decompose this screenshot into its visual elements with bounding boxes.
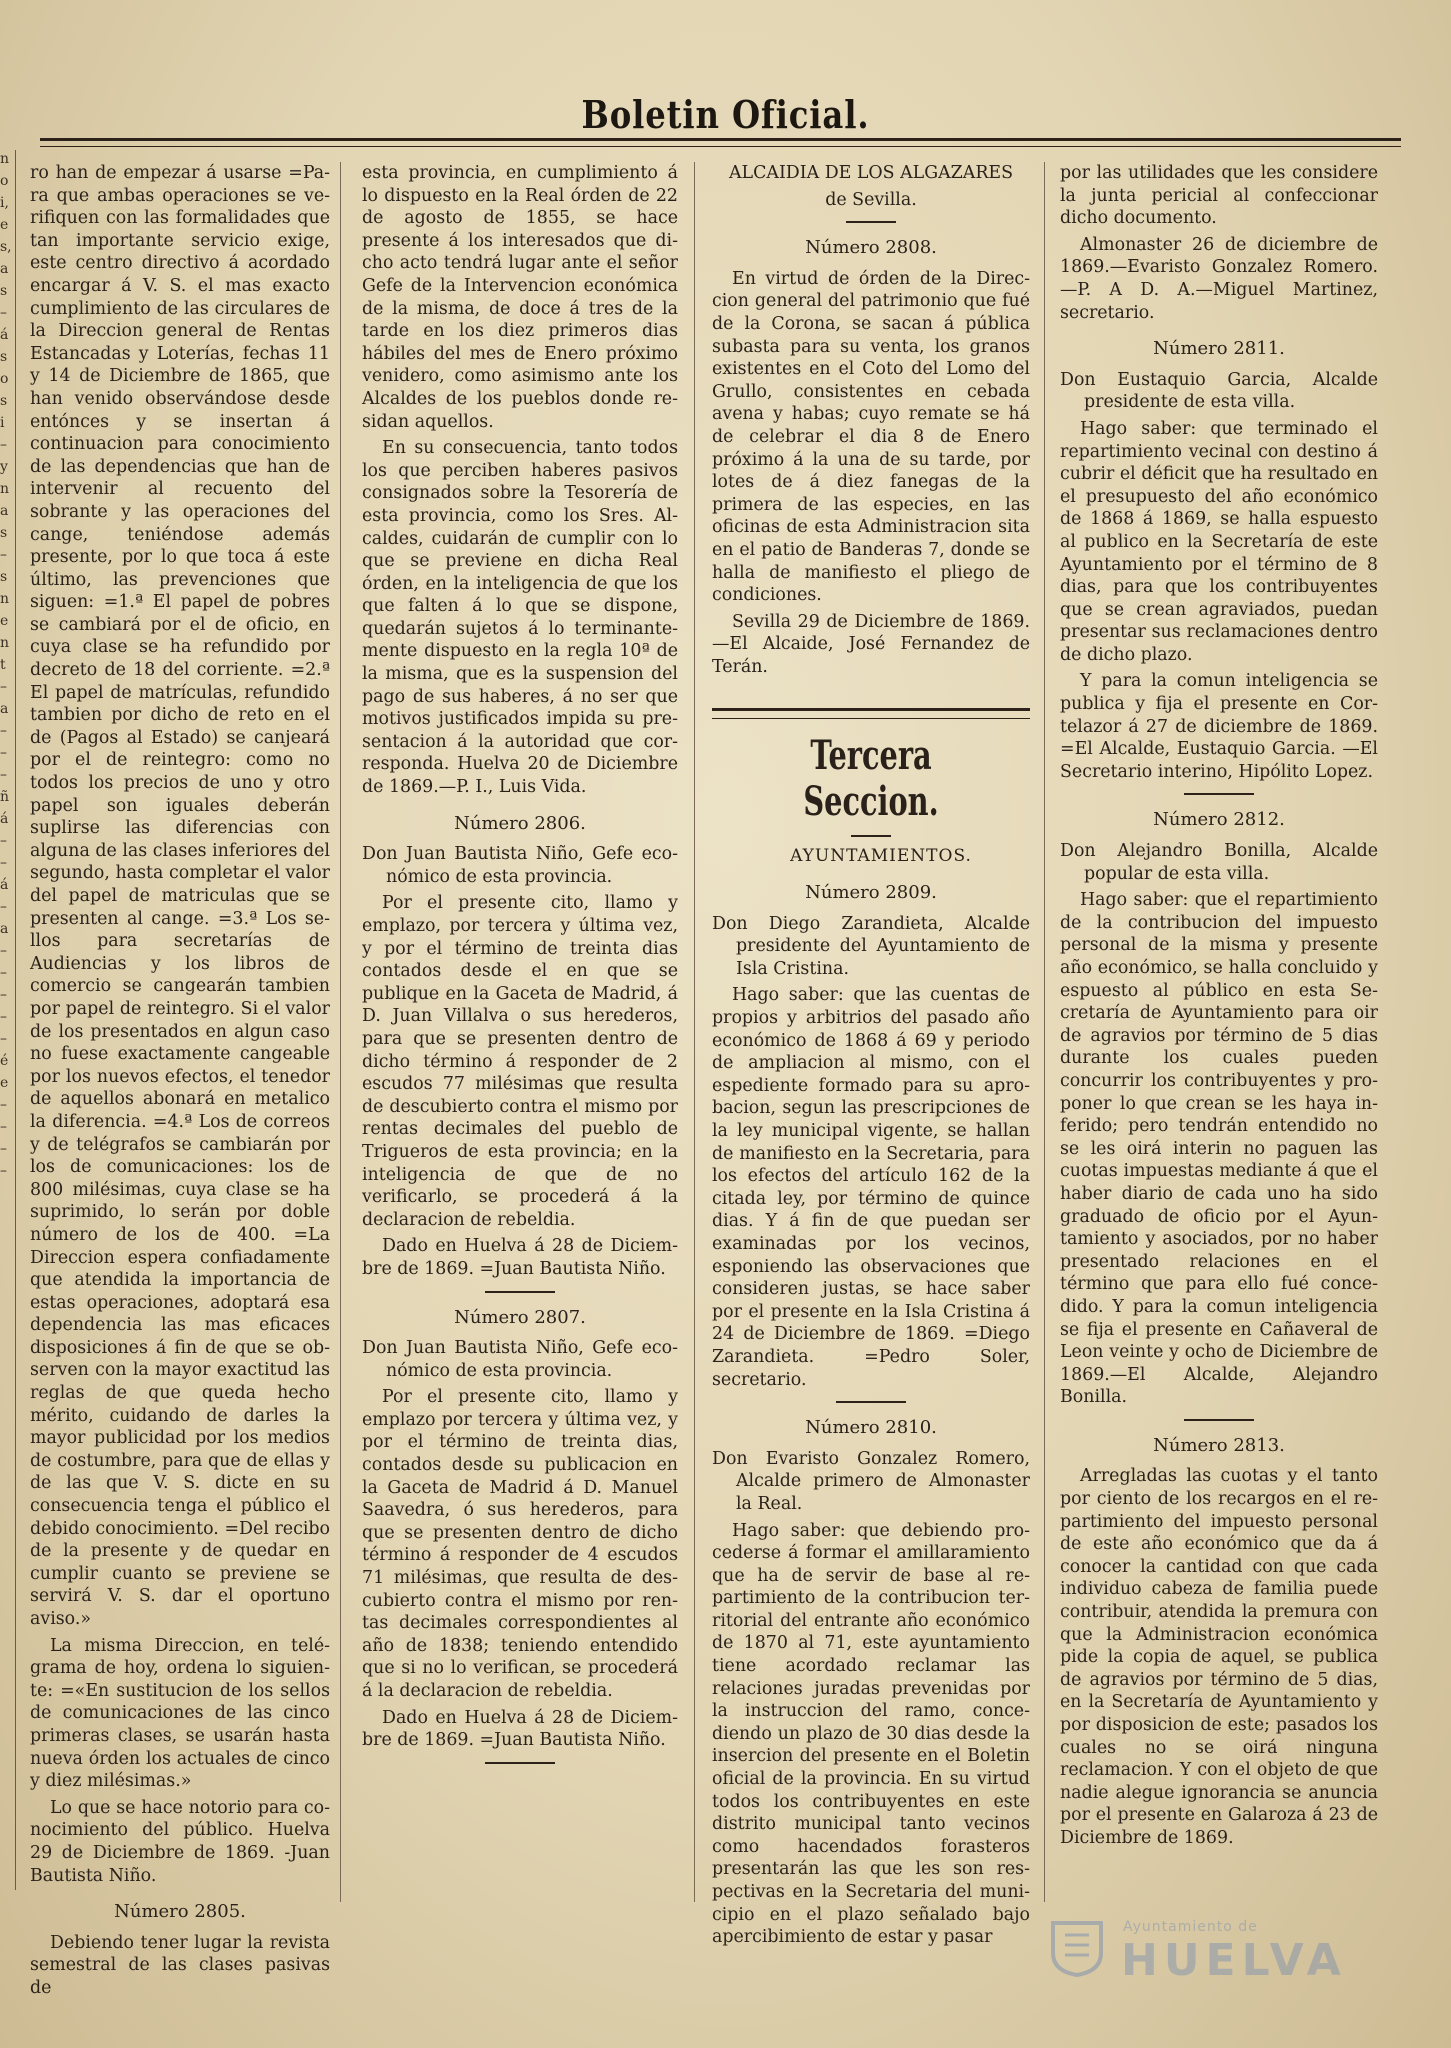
strip-letter: – — [0, 965, 7, 981]
paragraph: La misma Direccion, en telégrama de hoy, ordena lo siguiente: =«En sustitucion de los sellos de comunicaciones de las cinco primeras clases, se usarán hasta nueva órden los actuales de cinco y diez milésimas.» — [30, 1635, 330, 1792]
strip-letter: s — [0, 349, 8, 365]
strip-letter: s — [0, 525, 8, 541]
strip-letter: o — [0, 173, 9, 189]
strip-letter: n — [0, 151, 10, 167]
paragraph: Por el presente cito, llamo y emplazo por tercera y última vez, y por el término de treinta dias, contados desde su publicacion en la Gaceta de Madrid á D. Manuel Saavedra, ó sus herederos, para que se presenten dentro de dicho término á responder de 4 escudos 71 milésimas, que resulta de descubierto contra el mismo por rentas decimales correspondientes al año de 1838; teniendo entendido que si no lo verifican, se procederá á la declaracion de rebeldia. — [362, 1387, 678, 1701]
column-4 — [1060, 162, 1378, 1854]
strip-letter: á — [0, 811, 9, 827]
paragraph: Don Alejandro Bonilla, Alcalde popular de esta villa. — [1060, 841, 1378, 884]
strip-letter: n — [0, 481, 10, 497]
paragraph: Hago saber: que debiendo procederse á formar el amillaramiento que ha de servir de base al repartimiento de la contribucion territorial del entrante año económico de 1870 al 71, este ayuntamiento tiene acordado reclamar las relaciones juradas prevenidas por la instruccion del ramo, concediendo un plazo de 30 dias desde la insercion del presente en el Boletin oficial de la provincia. En su virtud todos los contribuyentes en este distrito municipal tanto vecinos como hacendados forasteros presentarán las que les son respectivas en la Secretaria del municipio en el plazo señalado bajo apercibimiento de estar y pasar — [712, 1520, 1030, 1948]
paragraph: Y para la comun inteligencia se publica y fija el presente en Cortelazor á 27 de diciembre de 1869. =El Alcalde, Eustaquio Garcia. —El Secretario interino, Hipólito Lopez. — [1060, 671, 1378, 782]
strip-letter: i, — [0, 195, 9, 211]
strip-letter: a — [0, 701, 9, 717]
separator — [846, 221, 896, 223]
column-3 — [712, 162, 1030, 1953]
masthead-rule — [40, 138, 1401, 147]
notice-number: Número 2809. — [805, 882, 937, 904]
paragraph: Dado en Huelva á 28 de Diciembre de 1869. =Juan Bautista Niño. — [362, 1707, 678, 1751]
watermark-big-text: HUELVA — [1121, 1935, 1347, 1986]
paragraph: Don Juan Bautista Niño, Gefe económico de esta provincia. — [362, 1338, 678, 1381]
section-rule — [712, 708, 1030, 719]
strip-letter: t — [0, 657, 6, 673]
notice-number: Número 2806. — [454, 812, 586, 834]
strip-letter: á — [0, 877, 9, 893]
notice-number: Número 2813. — [1153, 1434, 1285, 1456]
strip-letter: s — [0, 569, 8, 585]
strip-letter: – — [0, 305, 7, 321]
watermark-small-text: Ayuntamiento de — [1123, 1919, 1258, 1935]
paragraph: Debiendo tener lugar la revista semestral de las clases pasivas de — [30, 1932, 330, 1998]
strip-letter: – — [0, 1097, 7, 1113]
paragraph: Almonaster 26 de diciembre de 1869.—Evaristo Gonzalez Romero.—P. A D. A.—Miguel Martinez, secretario. — [1060, 234, 1378, 323]
cropped-adjacent-column — [0, 150, 14, 1910]
strip-letter: – — [0, 1031, 7, 1047]
notice-number: Número 2812. — [1153, 809, 1285, 831]
column-divider — [694, 162, 695, 1902]
strip-letter: a — [0, 261, 9, 277]
separator — [851, 835, 891, 837]
notice-number: Número 2808. — [805, 237, 937, 259]
strip-letter: – — [0, 437, 7, 453]
strip-letter: e — [0, 217, 9, 233]
strip-letter: n — [0, 591, 10, 607]
paragraph: Don Diego Zarandieta, Alcalde presidente del Ayuntamiento de Isla Cristina. — [712, 913, 1030, 979]
column-1 — [30, 162, 330, 2004]
notice-number: Número 2810. — [805, 1417, 937, 1439]
separator — [1184, 1419, 1254, 1421]
archive-watermark — [1045, 1905, 1375, 1985]
strip-letter: – — [0, 723, 7, 739]
strip-letter: – — [0, 987, 7, 1003]
section-heading: ALCAIDIA DE LOS ALGAZARES — [728, 163, 1014, 183]
strip-letter: – — [0, 767, 7, 783]
paragraph: En su consecuencia, tanto todos los que perciben haberes pasivos consignados sobre la Tesorería de esta provincia, como los Sres. Alcaldes, cuidarán de cumplir con lo que se previene en dicha Real órden, en la inteligencia de que los que falten á lo que se dispone, quedarán sujetos á lo terminantemente dispuesto en la regla 10ª de la misma, que es la suspension del pago de sus haberes, á no ser que motivos justificados impida su presentacion á la autoridad que corresponda. Huelva 20 de Diciembre de 1869.—P. I., Luis Vida. — [362, 438, 678, 798]
paragraph: En virtud de órden de la Direccion general del patrimonio que fué de la Corona, se sacan á pública subasta para su venta, los granos existentes en el Coto del Lomo del Grullo, consistentes en cebada avena y habas; cuyo remate se há de celebrar el dia 8 de Enero próximo á la una de su tarde, por lotes de á diez fanegas de la primera de las especies, en las oficinas de esta Administracion sita en el patio de Banderas 7, donde se halla de manifiesto el pliego de condiciones. — [712, 268, 1030, 606]
strip-letter: s — [0, 283, 8, 299]
strip-letter: – — [0, 1009, 7, 1025]
section-heading-place: de Sevilla. — [825, 189, 917, 210]
strip-letter: – — [0, 943, 7, 959]
strip-letter: n — [0, 635, 10, 651]
separator — [485, 1762, 555, 1764]
paragraph: ro han de empezar á usarse =Para que ambas operaciones se verifiquen con las formalidades que tan importante servicio exige, este centro directivo á acordado encargar á V. S. el mas exacto cumplimiento de las circulares de la Direccion general de Rentas Estancadas y Loterías, fechas 11 y 14 de Diciembre de 1865, que han venido observándose desde entónces y se insertan á continuacion para conocimiento de las dependencias que han de intervenir al recuento del sobrante y las operaciones del cange, teniéndose además presente, por lo que toca á este último, las prevenciones que siguen: =1.ª El papel de pobres se cambiará por el de oficio, en cuya clase se ha refundido por decreto de 18 del corriente. =2.ª El papel de matrículas, refundido tambien por dicho de reto en el de (Pagos al Estado) se canjeará por el de reintegro: como no todos los precios de uno y otro papel son iguales deberán suplirse las diferencias con alguna de las clases inferiores del segundo, hasta completar el valor del papel de matriculas que se presenten al cange. =3.ª Los sellos para secretarías de Audiencias y los libros de comercio se cangearán tambien por papel de reintegro. Si el valor de los presentados en algun caso no fuese exactamente cangeable por los nuevos efectos, el tenedor de aquellos abonará en metalico la diferencia. =4.ª Los de correos y de telégrafos se cambiarán por los de comunicaciones: los de 800 milésimas, cuya clase se ha suprimido, lo serán por doble número de los de 400. =La Direccion espera confiadamente que atendida la importancia de estas operaciones, adoptará esa dependencia las mas eficaces disposiciones á fin de que se observen con la mayor exactitud las reglas de que queda hecho mérito, cuidando de darles la mayor publicidad por los medios de costumbre, para que de ellas y de las que V. S. dicte en su consecuencia tenga el público el debido conocimiento. =Del recibo de la presente y de quedar en cumplir cuanto se previene se servirá V. S. dar el oportuno aviso.» — [30, 163, 330, 1629]
strip-letter: – — [0, 547, 7, 563]
paragraph: Don Eustaquio Garcia, Alcalde presidente de esta villa. — [1060, 369, 1378, 413]
column-divider — [340, 162, 341, 1902]
strip-letter: a — [0, 921, 9, 937]
paragraph: Arregladas las cuotas y el tanto por ciento de los recargos en el repartimiento del impuesto personal de este año económico que da á conocer la cantidad con que cada individuo cabeza de familia puede contribuir, atendida la premura con que la Administracion económica pide la copia de aquel, se publica de agravios por término de 5 dias, en la Secretaría de Ayuntamiento y por disposicion de este; pasados los cuales no se oirá ninguna reclamacion. Y con el objeto de que nadie alegue ignorancia se anuncia por el presente en Galaroza á 23 de Diciembre de 1869. — [1060, 1466, 1378, 1848]
paragraph: Hago saber: que las cuentas de propios y arbitrios del pasado año económico de 1868 á 69 y periodo de ampliacion al mismo, con el espediente formado para su aprobacion, segun las prescripciones de la ley municipal vigente, se hallan de manifiesto en la Secretaria, para los efectos del artículo 162 de la citada ley, por término de quince dias. Y á fin de que puedan ser examinadas por los vecinos, esponiendo las observaciones que consideren justas, se hace saber por el presente en la Isla Cristina á 24 de Diciembre de 1869. =Diego Zarandieta. =Pedro Soler, secretario. — [712, 985, 1030, 1390]
notice-number: Número 2807. — [454, 1306, 586, 1328]
notice-number: Número 2805. — [114, 1901, 246, 1923]
column-2 — [362, 162, 678, 1772]
column-divider — [15, 150, 16, 1890]
paragraph: Por el presente cito, llamo y emplazo, por tercera y última vez, y por el término de treinta dias contados desde el en que se publique en la Gaceta de Madrid, á D. Juan Villalva o sus herederos, para que se presenten dentro de dicho término á responder de 2 escudos 77 milésimas que resulta de descubierto contra el mismo por rentas decimales del pueblo de Trigueros de esta provincia; en la inteligencia de que de no verificarlo, se procederá á la declaracion de rebeldia. — [362, 893, 678, 1230]
crest-icon — [1045, 1917, 1109, 1977]
column-divider — [1044, 162, 1045, 1902]
notice-number: Número 2811. — [1153, 338, 1285, 360]
strip-letter: – — [0, 833, 7, 849]
masthead-title: Boletin Oficial. — [581, 92, 870, 137]
separator — [485, 1291, 555, 1293]
strip-letter: ñ — [0, 789, 10, 805]
section-subtitle: AYUNTAMIENTOS. — [790, 846, 972, 867]
strip-letter: e — [0, 613, 9, 629]
section-title: Tercera Seccion. — [803, 732, 939, 826]
paragraph: Sevilla 29 de Diciembre de 1869. —El Alcaide, José Fernandez de Terán. — [712, 611, 1030, 677]
strip-letter: a — [0, 503, 9, 519]
paragraph: Hago saber: que el repartimiento de la contribucion del impuesto personal de la misma y presente año económico, se halla concluido y espuesto al público en esta Secretaría de Ayuntamiento para oir de agravios por término de 5 dias durante los cuales pueden concurrir los contribuyentes y proponer lo que crean se les haya inferido; pero tendrán entendido no se les oirá interin no paguen las cuotas impuestas mediante á que el haber diario de cada uno ha sido graduado de oficio por el Ayuntamiento y asociados, por no haber presentado relaciones en el término que para ello fué concedido. Y para la comun inteligencia se fija el presente en Cañaveral de Leon veinte y ocho de Diciembre de 1869.—El Alcalde, Alejandro Bonilla. — [1060, 890, 1378, 1408]
paragraph: Lo que se hace notorio para conocimiento del público. Huelva 29 de Diciembre de 1869. -Juan Bautista Niño. — [30, 1797, 330, 1886]
strip-letter: á — [0, 327, 9, 343]
separator — [1184, 793, 1254, 795]
paragraph: Don Juan Bautista Niño, Gefe económico de esta provincia. — [362, 844, 678, 887]
paragraph: Dado en Huelva á 28 de Diciembre de 1869. =Juan Bautista Niño. — [362, 1236, 678, 1279]
strip-letter: s — [0, 393, 8, 409]
strip-letter: – — [0, 899, 7, 915]
paragraph: esta provincia, en cumplimiento á lo dispuesto en la Real órden de 22 de agosto de 1855, se hace presente á los interesados que dicho acto tendrá lugar ante el señor Gefe de la Intervencion económica de la misma, de doce á tres de la tarde en los diez primeros dias hábiles del mes de Enero próximo venidero, como asimismo ante los Alcaldes de los pueblos donde residan aquellos. — [362, 163, 678, 432]
strip-letter: i — [0, 415, 5, 431]
strip-letter: y — [0, 459, 8, 475]
strip-letter: – — [0, 1141, 7, 1157]
strip-letter: s, — [0, 239, 12, 255]
strip-letter: – — [0, 1163, 7, 1179]
strip-letter: – — [0, 745, 7, 761]
strip-letter: – — [0, 855, 7, 871]
strip-letter: é — [0, 1053, 9, 1069]
paragraph: por las utilidades que les considere la junta pericial al confeccionar dicho documento. — [1060, 163, 1378, 229]
strip-letter: o — [0, 371, 9, 387]
separator — [836, 1401, 906, 1403]
strip-letter: – — [0, 679, 7, 695]
paragraph: Hago saber: que terminado el repartimiento vecinal con destino á cubrir el déficit que ha resultado en el presupuesto del año económico de 1868 á 1869, se halla espuesto al publico en la Secretaría de este Ayuntamiento por el término de 8 dias, para que los contribuyentes que se crean agraviados, puedan presentar sus reclamaciones dentro de dicho plazo. — [1060, 418, 1378, 665]
strip-letter: e — [0, 1075, 9, 1091]
strip-letter: – — [0, 1119, 7, 1135]
paragraph: Don Evaristo Gonzalez Romero, Alcalde primero de Almonaster la Real. — [712, 1448, 1030, 1514]
